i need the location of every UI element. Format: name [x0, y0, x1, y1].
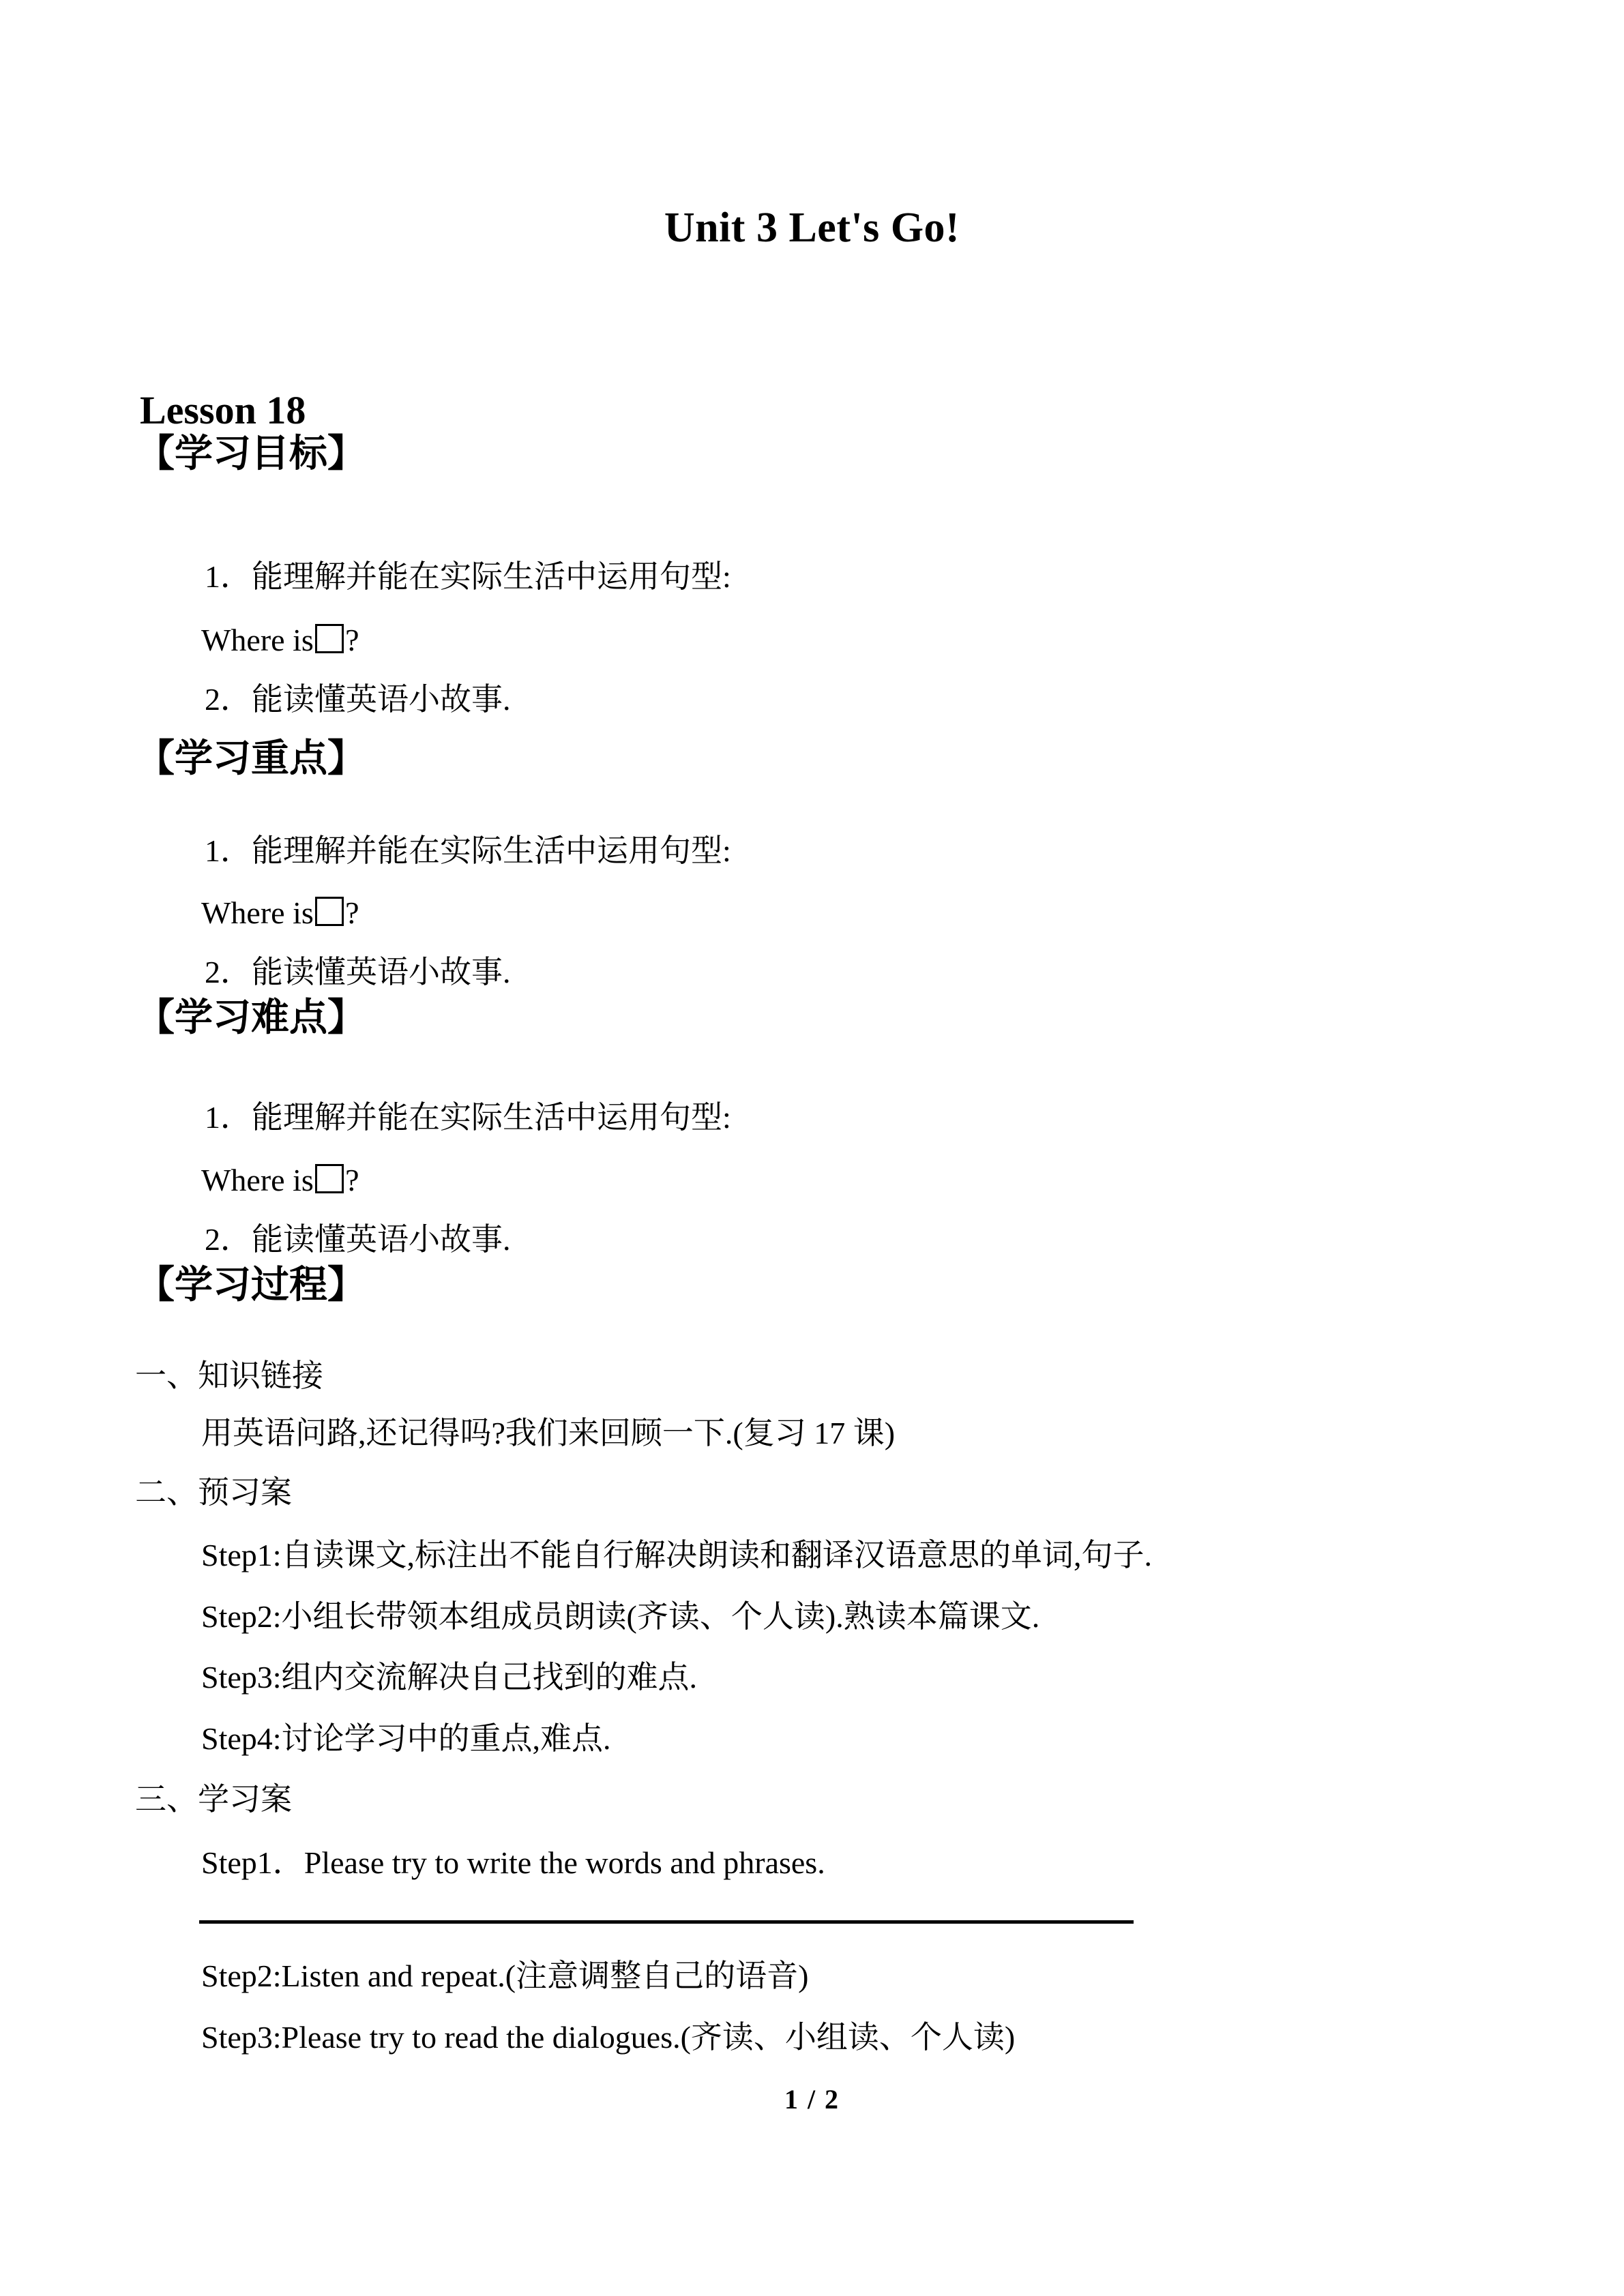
process-part-1-text: 用英语问路,还记得吗?我们来回顾一下.(复习 17 课) [201, 1416, 896, 1450]
preview-step-4: Step4:讨论学习中的重点,难点. [201, 1721, 611, 1756]
process-part-1-title: 一、知识链接 [135, 1358, 323, 1393]
objectives-pattern-suffix: ? [345, 623, 359, 657]
placeholder-box-icon [315, 1164, 344, 1193]
page-title: Unit 3 Let's Go! [664, 205, 960, 251]
section-heading-objectives: 【学习目标】 [136, 433, 366, 475]
key-points-item-2: 2．能读懂英语小故事. [205, 955, 511, 989]
page-indicator: 1 / 2 [784, 2084, 840, 2115]
section-heading-key-points: 【学习重点】 [136, 738, 366, 780]
difficult-points-item-2: 2．能读懂英语小故事. [205, 1222, 511, 1257]
process-part-2-title: 二、预习案 [135, 1475, 292, 1510]
difficult-points-pattern-suffix: ? [345, 1163, 359, 1197]
answer-blank-line[interactable] [199, 1920, 1134, 1924]
lesson-heading: Lesson 18 [140, 388, 306, 432]
objectives-item-2: 2．能读懂英语小故事. [205, 682, 511, 717]
objectives-item-1: 1．能理解并能在实际生活中运用句型: [205, 559, 731, 594]
key-points-item-1: 1．能理解并能在实际生活中运用句型: [205, 833, 731, 868]
key-points-pattern [201, 895, 359, 931]
key-points-pattern-prefix: Where is [201, 895, 314, 930]
difficult-points-pattern [201, 1163, 359, 1199]
preview-step-3: Step3:组内交流解决自己找到的难点. [201, 1660, 698, 1695]
objectives-pattern-prefix: Where is [201, 623, 314, 657]
key-points-pattern-suffix: ? [345, 895, 359, 930]
study-step-2: Step2:Listen and repeat.(注意调整自己的语音) [201, 1958, 809, 1993]
difficult-points-item-1: 1．能理解并能在实际生活中运用句型: [205, 1100, 731, 1135]
process-part-3-title: 三、学习案 [135, 1782, 292, 1817]
placeholder-box-icon [315, 897, 344, 925]
placeholder-box-icon [315, 624, 344, 653]
study-step-3: Step3:Please try to read the dialogues.(齐读、小组读、个人读) [201, 2020, 1016, 2055]
section-heading-difficult-points: 【学习难点】 [136, 997, 366, 1039]
preview-step-2: Step2:小组长带领本组成员朗读(齐读、个人读).熟读本篇课文. [201, 1599, 1040, 1634]
difficult-points-pattern-prefix: Where is [201, 1163, 314, 1197]
study-step-1: Step1．Please try to write the words and phrases. [201, 1845, 825, 1880]
objectives-pattern [201, 623, 359, 659]
section-heading-process: 【学习过程】 [136, 1264, 366, 1307]
preview-step-1: Step1:自读课文,标注出不能自行解决朗读和翻译汉语意思的单词,句子. [201, 1538, 1153, 1572]
